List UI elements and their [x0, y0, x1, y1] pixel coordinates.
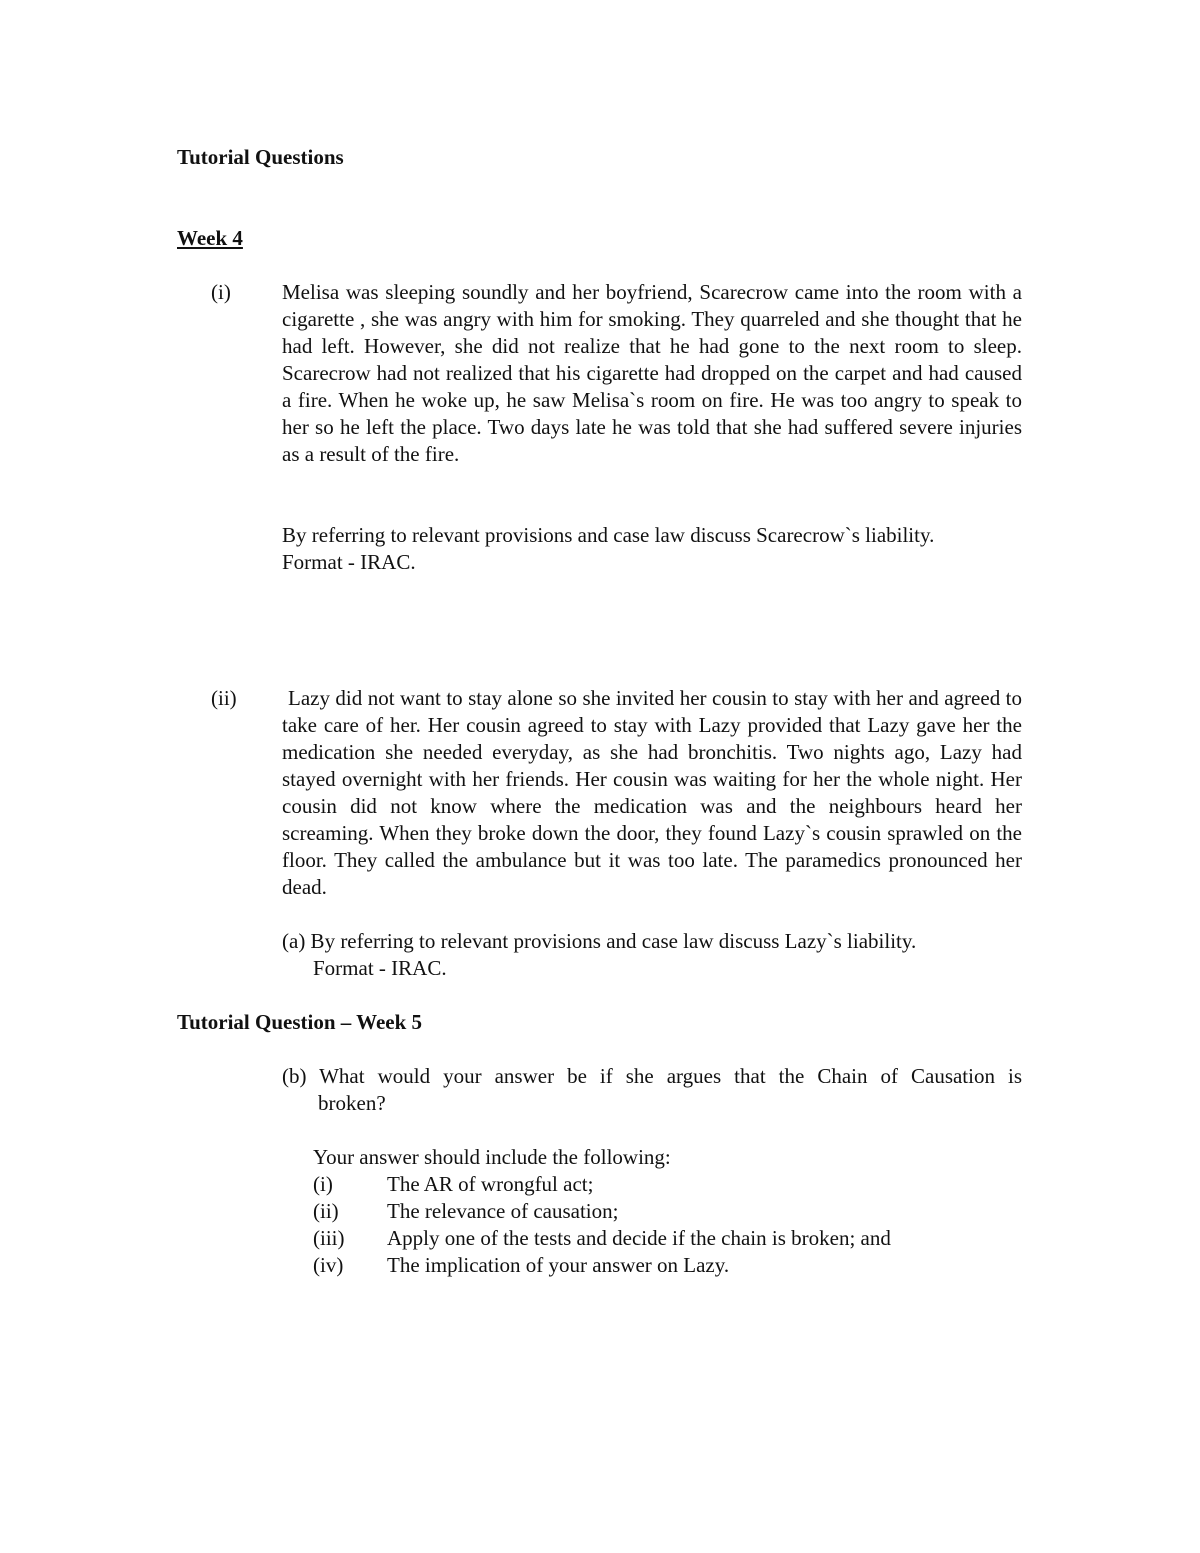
list-item-text: The relevance of causation; [387, 1199, 619, 1223]
answer-requirements-intro: Your answer should include the following: [313, 1145, 671, 1169]
question-1-number: (i) [211, 280, 231, 304]
question-2-text: Lazy did not want to stay alone so she invited her cousin to stay with her and agreed to take care of her. Her cousin agreed to stay with Lazy provided that Lazy gave her the medication she needed everyday, as she had bronchitis. Two nights ago, Lazy had stayed overnight with her friends. Her cousin was waiting for her the whole night. Her cousin did not know where the medication was and the neighbours heard her screaming. When they broke down the door, they found Lazy`s cousin sprawled on the floor. They called the ambulance but it was too late. The paramedics pronounced her dead. [282, 686, 1022, 899]
question-2-number: (ii) [211, 686, 237, 710]
list-item-marker: (iv) [313, 1253, 344, 1277]
question-2-part-a: (a) By referring to relevant provisions and case law discuss Lazy`s liability. [282, 929, 917, 953]
part-b-question-line-1: (b) What would your answer be if she argues that the Chain of Causation is [282, 1064, 1022, 1088]
question-1-text: Melisa was sleeping soundly and her boyfriend, Scarecrow came into the room with a cigarette , she was angry with him for smoking. They quarreled and she thought that he had left. However, she did not realize that he had gone to the next room to sleep. Scarecrow had not realized that his cigarette had dropped on the carpet and had caused a fire. When he woke up, he saw Melisa`s room on fire. He was too angry to speak to her so he left the place. Two days late he was told that she had suffered severe injuries as a result of the fire. [282, 280, 1022, 466]
list-item-marker: (iii) [313, 1226, 345, 1250]
week4-heading: Week 4 [177, 226, 243, 250]
document-title: Tutorial Questions [177, 145, 344, 169]
list-item-text: The AR of wrongful act; [387, 1172, 594, 1196]
list-item-text: The implication of your answer on Lazy. [387, 1253, 730, 1277]
list-item [313, 1225, 891, 1252]
list-item-marker: (i) [313, 1172, 333, 1196]
question-1-format: Format - IRAC. [282, 550, 416, 574]
part-b-question-line-2: broken? [318, 1091, 386, 1115]
question-1-instruction: By referring to relevant provisions and case law discuss Scarecrow`s liability. [282, 523, 935, 547]
list-item [313, 1198, 891, 1225]
week5-heading: Tutorial Question – Week 5 [177, 1010, 423, 1034]
question-2-format: Format - IRAC. [313, 956, 447, 980]
list-item-text: Apply one of the tests and decide if the chain is broken; and [387, 1226, 891, 1250]
list-item-marker: (ii) [313, 1199, 339, 1223]
answer-requirements-list [313, 1171, 891, 1279]
list-item [313, 1171, 891, 1198]
list-item [313, 1252, 891, 1279]
